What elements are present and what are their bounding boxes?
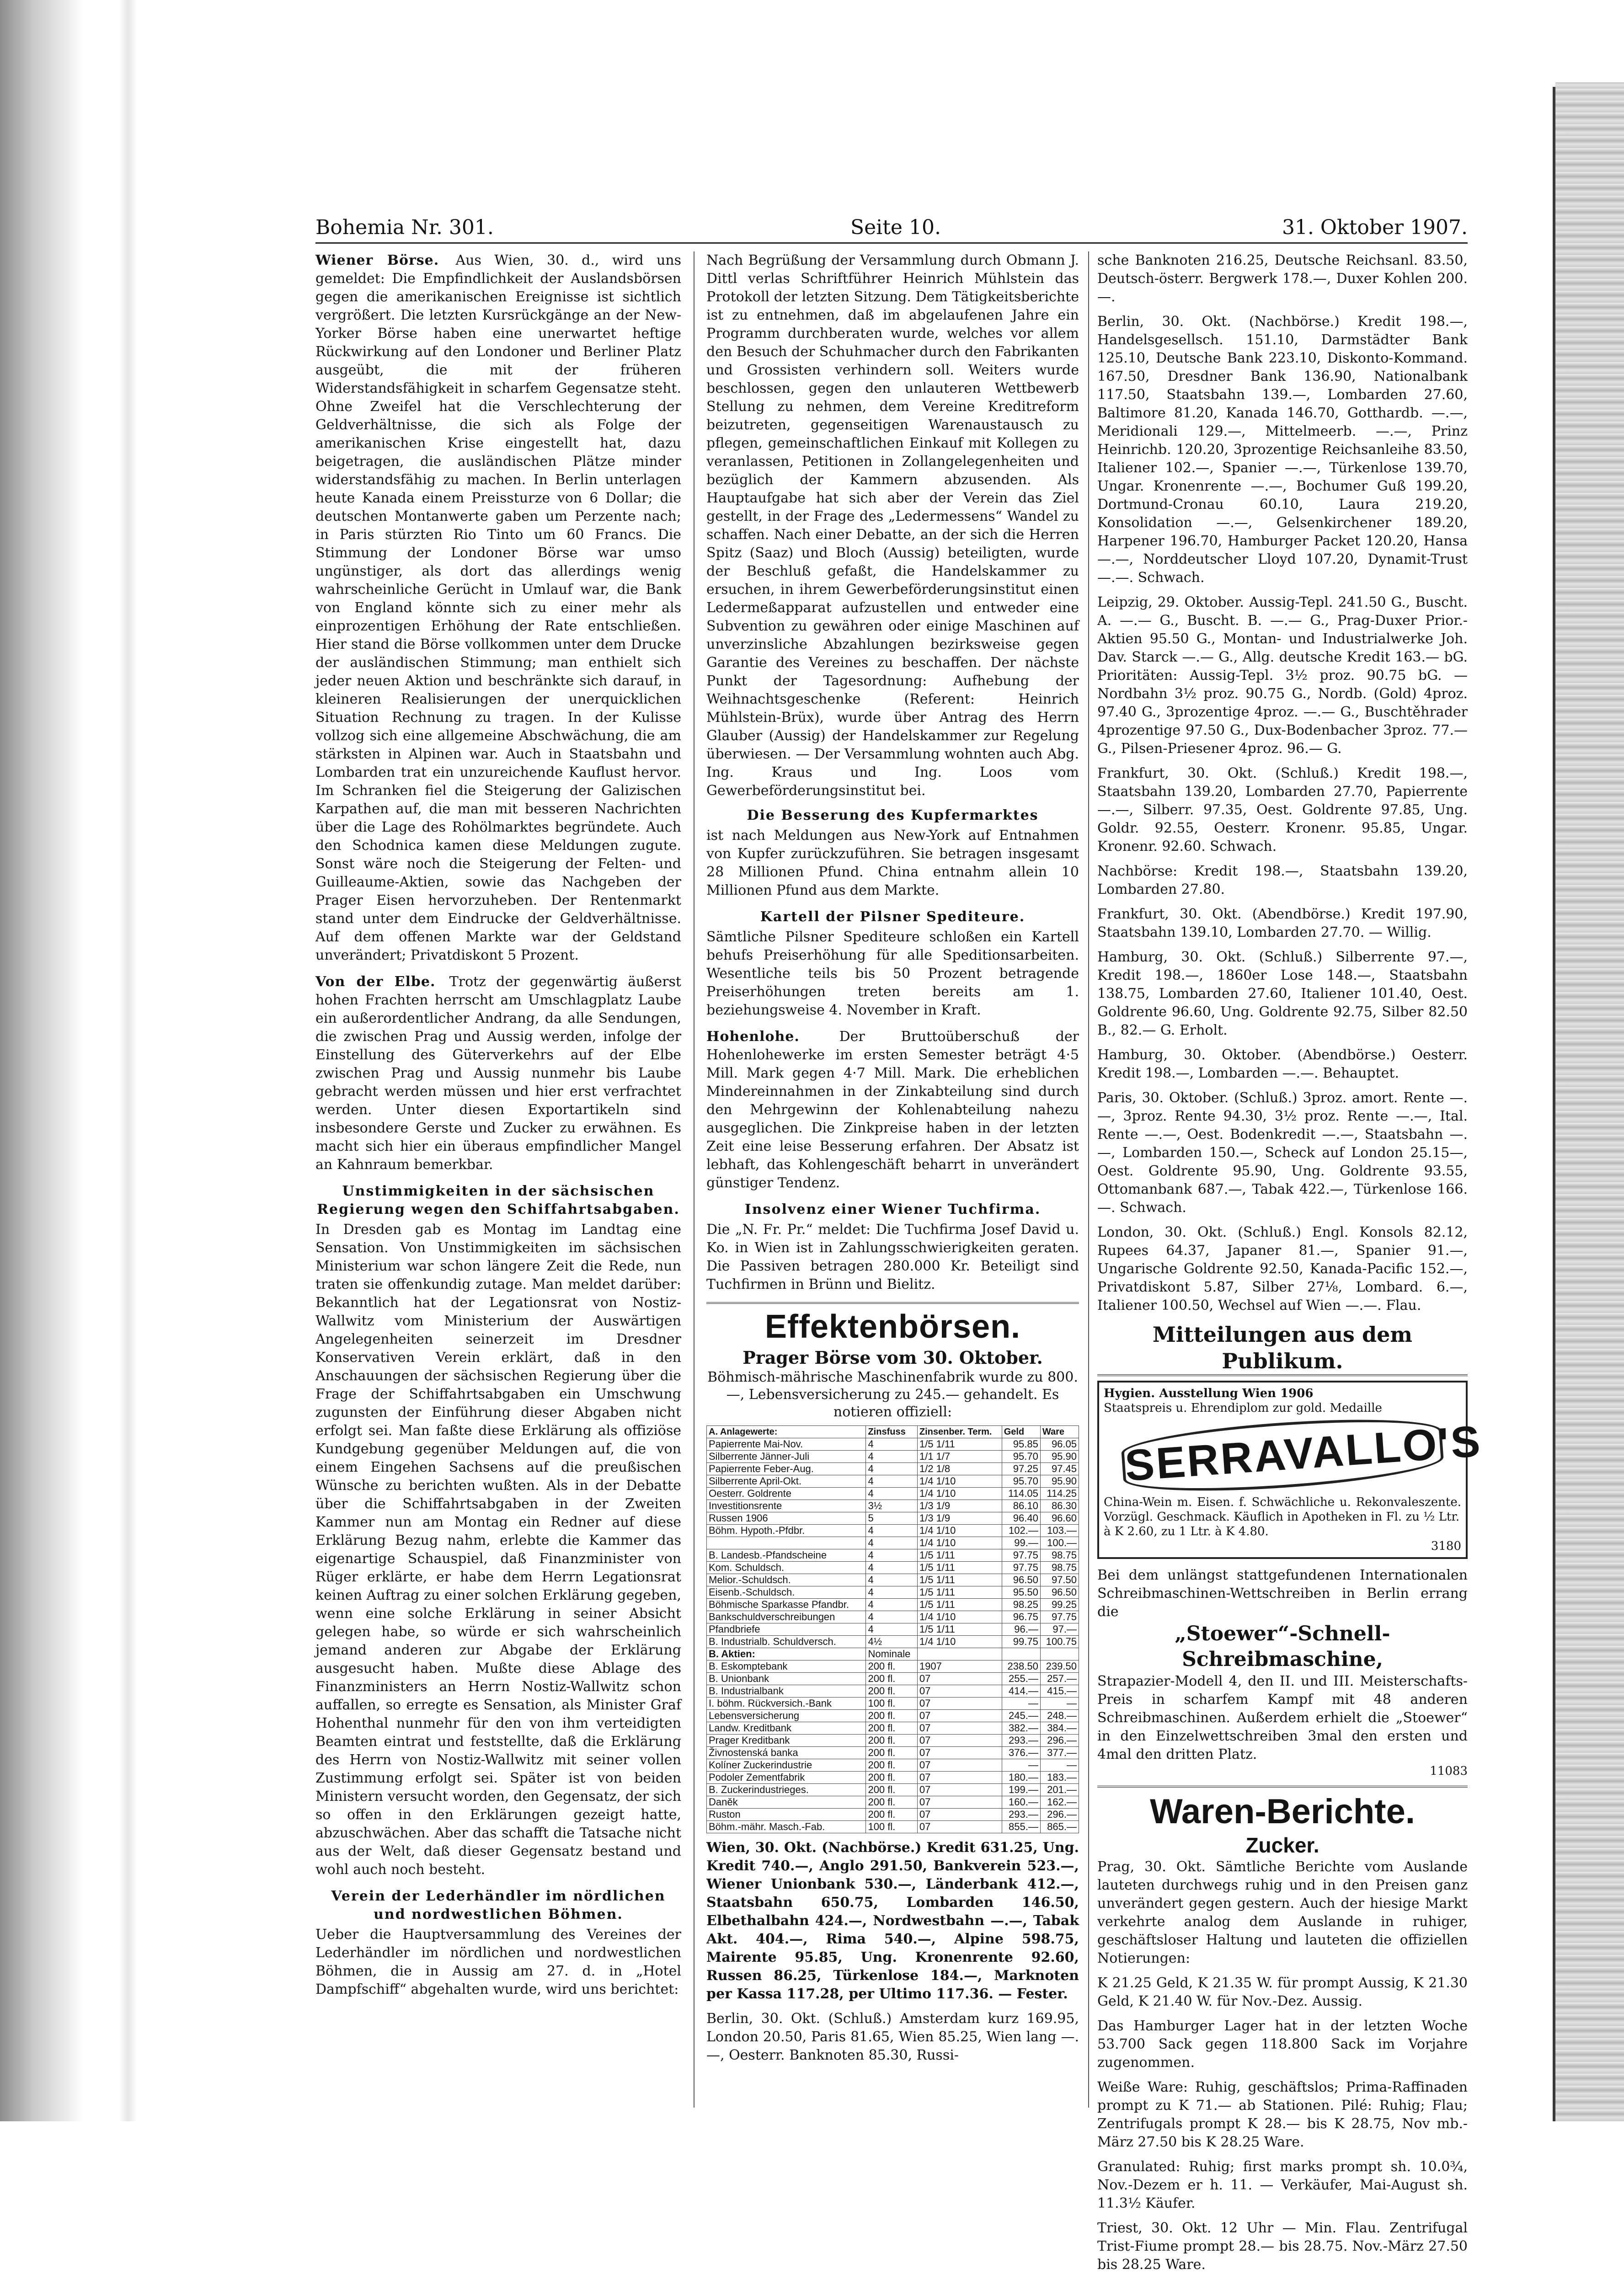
page-number: Seite 10. [850,216,941,239]
quotes-row [707,1549,1079,1562]
article-wiener-boerse [315,251,681,965]
interest-term: 07 [917,1747,1002,1759]
ask-price: 162.— [1040,1796,1079,1809]
berlin-schluss: Berlin, 30. Okt. (Schluß.) Amsterdam kurz 169.95, London 20.50, Paris 81.65, Wien 85.25, Wien lang —.—, Oesterr. Banknoten 85.30, Russi- [706,2011,1079,2063]
issue-date: 31. Oktober 1907. [1282,216,1468,239]
bid-price: — [1002,1759,1040,1772]
interest-term: 07 [917,1796,1002,1809]
rate-or-nominal: 200 fl. [866,1710,917,1722]
article-body: In Dresden gab es Montag im Landtag eine Sensation. Von Unstimmigkeiten im sächsischen Ministerium war schon längere Zeit die Rede, nun traten sie offenkundig zutage. Man meldet darüber: Bekanntlich hat der Legationsrat von Nostiz-Wallwitz vom Ministerium der Auswärtigen Angelegenheiten seinerzeit im Dresdner Konservativen Verein erklärt, daß in den Anschauungen der sächsischen Regierung über die Frage der Schiffahrtsabgaben ein Umschwung zugunsten der Einführung dieser Abgaben nicht erfolgt sei. Man faßte diese Erklärung als offiziöse Kundgebung gegenüber Meldungen auf, die von einem Eingehen Sachsens auf die preußischen Wünsche zu berichten wußten. Als in der Debatte über die Schiffahrtsabgaben in der Zweiten Kammer nun am Montag ein Redner auf diese Erklärung Bezug nahm, erlebte die Kammer das eigenartige Schauspiel, daß Finanzminister von Rüger erklärte, er habe dem Herrn Legationsrat keinen Auftrag zu einer solchen Erklärung gegeben, wenn eine solche Erklärung in seiner Absicht gelegen habe, so würde er sich wahrscheinlich jemand anderen zur Abgabe der Erklärung ausgesucht haben. Mußte diese Ablage des Finanzministers an Herrn Nostiz-Wallwitz schon auffallen, so erregte es Sensation, als Minister Graf Hohenthal nunmehr für den von ihm verteidigten Beamten eintrat und feststellte, daß die Erklärung des Herrn von Nostiz-Wallwitz mit seiner vollen Zustimmung erfolgt sei. Später ist von beiden Ministern versucht worden, den Gegensatz, der sich so offen in den Erklärungen gezeigt hatte, abzuschwächen. Aber das schafft die Tatsache nicht aus der Welt, daß dieser Gegensatz bestand und wohl auch noch besteht. [315,1222,681,1878]
bid-price: 293.— [1002,1735,1040,1747]
interest-term: 1/4 1/10 [917,1636,1002,1648]
interest-term: 1/3 1/9 [917,1500,1002,1512]
ask-price: 103.— [1040,1525,1079,1537]
rate-or-nominal: 200 fl. [866,1673,917,1685]
article-von-der-elbe [315,973,681,1174]
bid-price: 102.— [1002,1525,1040,1537]
security-name: Oesterr. Goldrente [707,1488,866,1500]
article-lederhaendler [315,1887,681,1999]
ask-price: 98.75 [1040,1549,1079,1562]
waren-paragraph: Granulated: Ruhig; first marks prompt sh. 10.0¾, Nov.-Dezem er h. 11. — Verkäufer, Mai-August sh. 11.3½ Käufer. [1097,2159,1468,2211]
security-name: B. Aktien: [707,1648,866,1660]
interest-term: 1/2 1/8 [917,1463,1002,1475]
interest-term: 1/4 1/10 [917,1488,1002,1500]
security-name: Ruston [707,1809,866,1821]
bid-price: 96.— [1002,1623,1040,1636]
serravallo-brand: SERRAVALLO'S [1120,1412,1445,1499]
bid-price: 199.— [1002,1784,1040,1796]
bid-price: 180.— [1002,1772,1040,1784]
article-body: Trotz der gegenwärtig äußerst hohen Frachten herrscht am Umschlagplatz Laube ein außerordentlicher Andrang, da alle Sendungen, die zwischen Prag und Aussig werden, infolge der Einstellung des Güterverkehrs auf der Elbe zwischen Prag und Aussig nunmehr bis Laube gebracht werden müssen und hier erst verfrachtet werden. Unter diesen Exportartikeln sind insbesondere Gerste und Zucker zu erwähnen. Es macht sich hier ein überaus empfindlicher Mangel an Kahnraum bemerkbar. [315,974,681,1173]
bid-price: 245.— [1002,1710,1040,1722]
ad-body: Strapazier-Modell 4, den II. und III. Meisterschafts-Preis in scharfem Kampf mit 48 anderen Schreibmaschinen. Außerdem erhielt die „Stoewer“ in den Einzelwettschreiben 3mal den ersten und 4mal den dritten Platz. [1097,1673,1468,1762]
ask-price: 296.— [1040,1809,1079,1821]
market-quote: Hamburg, 30. Okt. (Schluß.) Silberrente 97.—, Kredit 198.—, 1860er Lose 148.—, Staatsbahn 138.75, Lombarden 27.60, Italiener 101.40, Oest. Goldrente 96.60, Ung. Goldrente 92.75, Silber 82.50 B., 82.— G. Erholt. [1097,949,1468,1038]
interest-term: 1/4 1/10 [917,1525,1002,1537]
article-title: Die Besserung des Kupfermarktes [747,807,1039,823]
interest-term [917,1648,1002,1660]
security-name: Eisenb.-Schuldsch. [707,1586,866,1599]
interest-term: 07 [917,1821,1002,1833]
article-title: Wiener Börse. [315,252,439,268]
scan-next-page-strip [1555,82,1624,2121]
column-1 [315,251,681,2108]
ask-price: 201.— [1040,1784,1079,1796]
bid-price: 95.85 [1002,1438,1040,1451]
rate-or-nominal: 4 [866,1611,917,1623]
rate-or-nominal: 4 [866,1451,917,1463]
ask-price: 183.— [1040,1772,1079,1784]
interest-term: 1/4 1/10 [917,1537,1002,1549]
rate-or-nominal: 4 [866,1549,917,1562]
market-quote: sche Banknoten 216.25, Deutsche Reichsanl. 83.50, Deutsch-österr. Bergwerk 178.—, Duxer Kohlen 200.—. [1097,252,1468,305]
security-name [707,1537,866,1549]
rate-or-nominal: 200 fl. [866,1784,917,1796]
interest-term: 1/4 1/10 [917,1475,1002,1488]
interest-term: 1/1 1/7 [917,1451,1002,1463]
security-name: Papierrente Mai-Nov. [707,1438,866,1451]
bid-price: 160.— [1002,1796,1040,1809]
bid-price: 98.25 [1002,1599,1040,1611]
article-title: Kartell der Pilsner Spediteure. [760,909,1026,925]
ask-price: 865.— [1040,1821,1079,1833]
quotes-body [707,1438,1079,1833]
quotes-row [707,1636,1079,1648]
security-name: Böhm. Hypoth.-Pfdbr. [707,1525,866,1537]
bid-price: 95.70 [1002,1475,1040,1488]
quotes-row [707,1796,1079,1809]
rate-or-nominal: 4 [866,1525,917,1537]
prager-boerse-subtitle: Prager Börse vom 30. Oktober. [743,1347,1043,1368]
security-name: Melior.-Schuldsch. [707,1574,866,1586]
quotes-row [707,1599,1079,1611]
rate-or-nominal: 200 fl. [866,1685,917,1697]
article-kupfermarkt [706,806,1079,900]
interest-term: 1907 [917,1660,1002,1673]
quotes-row [707,1500,1079,1512]
market-quote: Berlin, 30. Okt. (Nachbörse.) Kredit 198.—, Handelsgesellsch. 151.10, Darmstädter Bank 125.10, Deutsche Bank 223.10, Diskonto-Kommand. 167.50, Dresdner Bank 136.90, Nationalbank 117.50, Staatsbahn 139.—, Lombarden 27.60, Baltimore 81.20, Kanada 146.70, Gotthardb. —.—, Meridionali 129.—, Mittelmeerb. —.—, Prinz Heinrichb. 120.20, 3prozentige Reichsanleihe 83.50, Italiener 102.—, Spanier —.—, Türkenlose 139.70, Ungar. Kronenrente —.—, Bochumer Guß 199.20, Dortmund-Cronau 60.10, Laura 219.20, Konsolidation —.—, Gelsenkirchener 189.20, Harpener 196.70, Hamburger Packet 120.20, Hansa —.—, Norddeutscher Lloyd 107.20, Dynamit-Trust —.—. Schwach. [1097,314,1468,586]
article-body: Aus Wien, 30. d., wird uns gemeldet: Die Empfindlichkeit der Auslandsbörsen gegen die amerikanischen Ereignisse ist sichtlich vergrößert. Die letzten Kursrückgänge an der New-Yorker Börse haben eine unerwartet heftige Rückwirkung auf den Londoner und Berliner Platz ausgeübt, die mit der früheren Widerstandsfähigkeit in scharfem Gegensatze steht. Ohne Zweifel hat die Verschlechterung der Geldverhältnisse, die sich als Folge der amerikanischen Krise eingestellt hat, dazu beigetragen, die ausländischen Plätze minder widerstandsfähig zu machen. In Berlin unterlagen heute Kanada einem Preissturze von 6 Dollar; die deutschen Montanwerte gaben um Perzente nach; in Paris stürzten Rio Tinto um 60 Francs. Die Stimmung der Londoner Börse war umso ungünstiger, als dort das allerdings wenig wahrscheinliche Gerücht in Umlauf war, die Bank von England könnte sich zu einer mehr als einprozentigen Erhöhung der Rate entschließen. Hier stand die Börse vollkommen unter dem Drucke der ausländischen Stimmung; man enthielt sich jeder neuen Aktion und beschränkte sich darauf, in kleineren Realisierungen der unerquicklichen Situation Rechnung zu tragen. In der Kulisse vollzog sich eine allgemeine Abschwächung, die am stärksten in Alpinen war. Auch in Staatsbahn und Lombarden trat ein unzureichende Kauflust hervor. Im Schranken fiel die Steigerung der Galizischen Karpathen auf, die man mit besseren Nachrichten über die Lage des Rohölmarktes begründete. Auch den Schodnica kamen diese Meldungen zugute. Sonst wäre noch die Steigerung der Felten- und Guilleaume-Aktien, sowie das Nachgeben der Prager Eisen hervorzuheben. Der Rentenmarkt stand unter dem Eindrucke der Geldverhältnisse. Auf dem offenen Markte war der Geldstand unverändert; Privatdiskont 5 Prozent. [315,252,681,963]
market-quote: Paris, 30. Oktober. (Schluß.) 3proz. amort. Rente —.—, 3proz. Rente 94.30, 3½ proz. Rente —.—, Ital. Rente —.—, Oest. Bodenkredit —.—, Staatsbahn —.—, Lombarden 150.—, Scheck auf London 25.15—, Oest. Goldrente 95.90, Ung. Goldrente 93.55, Ottomanbank 687.—, Tabak 422.—, Türkenlose 166.—. Schwach. [1097,1090,1468,1216]
ask-price: 96.60 [1040,1512,1079,1525]
security-name: Lebensversicherung [707,1710,866,1722]
interest-term: 07 [917,1697,1002,1710]
security-name: B. Zuckerindustrieges. [707,1784,866,1796]
quotes-row [707,1475,1079,1488]
security-name: Podoler Zementfabrik [707,1772,866,1784]
bid-price: — [1002,1697,1040,1710]
bid-price: 97.75 [1002,1549,1040,1562]
quotes-header-cell: Zinsenber. Term. [917,1426,1002,1438]
interest-term: 1/5 1/11 [917,1438,1002,1451]
rate-or-nominal: 4 [866,1475,917,1488]
quotes-table [706,1425,1079,1833]
quotes-header-cell: A. Anlagewerte: [707,1426,866,1438]
column-3 [1097,251,1484,2273]
waren-paragraph: Triest, 30. Okt. 12 Uhr — Min. Flau. Zentrifugal Trist-Fiume prompt 28.— bis 28.75. Nov.-März 27.50 bis 28.25 Ware. [1097,2220,1468,2273]
waren-berichte-title: Waren-Berichte. [1097,1786,1468,1832]
rate-or-nominal: 200 fl. [866,1759,917,1772]
quotes-row [707,1784,1079,1796]
ask-price: 415.— [1040,1685,1079,1697]
article-body: Ueber die Hauptversammlung des Vereines der Lederhändler im nördlichen und nordwestlichen Böhmen, die in Aussig am 27. d. in „Hotel Dampfschiff“ abgehalten wurde, wird uns berichtet: [315,1927,681,1997]
security-name: B. Unionbank [707,1673,866,1685]
rate-or-nominal: 4½ [866,1636,917,1648]
security-name: Papierrente Feber-Aug. [707,1463,866,1475]
rate-or-nominal: 4 [866,1438,917,1451]
article-body: ist nach Meldungen aus New-York auf Entnahmen von Kupfer zurückzuführen. Sie betragen insgesamt 28 Millionen Pfund. China entnahm allein 10 Millionen Pfund aus dem Markte. [706,827,1079,898]
waren-paragraph: Weiße Ware: Ruhig, geschäftslos; Prima-Raffinaden prompt zu K 71.— ab Stationen. Pilé: Ruhig; Flau; Zentrifugals prompt K 28.— bis K 28.75, Nov mb.-März 27.50 bis K 28.25 Ware. [1097,2079,1468,2150]
quotes-row [707,1438,1079,1451]
security-name: Böhm.-mähr. Masch.-Fab. [707,1821,866,1833]
security-name: Živnostenská banka [707,1747,866,1759]
market-quote: Nachbörse: Kredit 198.—, Staatsbahn 139.20, Lombarden 27.80. [1097,863,1468,897]
ask-price: 86.30 [1040,1500,1079,1512]
article-pilsner-spediteure [706,908,1079,1020]
ask-price: 100.75 [1040,1636,1079,1648]
market-quote: Leipzig, 29. Oktober. Aussig-Tepl. 241.50 G., Buscht. A. —.— G., Buscht. B. —.— G., Prag-Duxer Prior.-Aktien 95.50 G., Montan- und Industrialwerke Joh. Dav. Starck —.— G., Allg. deutsche Kredit 163.— bG. Prioritäten: Aussig-Tepl. 3½ proz. 90.75 bG. — Nordbahn 3½ proz. 90.75 G., Nordb. (Gold) 4proz. 97.40 G., 3prozentige 4proz. —.— G., Buschtěhrader 4prozentige 97.50 G., Dux-Bodenbacher 3proz. 77.— G., Pilsen-Priesener 4proz. 96.— G. [1097,594,1468,757]
ask-price: 97.45 [1040,1463,1079,1475]
ask-price [1040,1648,1079,1660]
quotes-row [707,1722,1079,1735]
article-insolvenz [706,1201,1079,1294]
interest-term: 1/5 1/11 [917,1599,1002,1611]
bid-price: 96.50 [1002,1574,1040,1586]
interest-term: 07 [917,1673,1002,1685]
article-title: Von der Elbe. [315,974,436,990]
ad-number: 11083 [1430,1764,1468,1778]
quotes-row [707,1512,1079,1525]
quotes-row [707,1697,1079,1710]
market-quote: Frankfurt, 30. Okt. (Abendbörse.) Kredit 197.90, Staatsbahn 139.10, Lombarden 27.70. — Willig. [1097,906,1468,940]
quotes-row [707,1809,1079,1821]
security-name: Daněk [707,1796,866,1809]
quotes-row [707,1821,1079,1833]
quotes-row [707,1611,1079,1623]
article-title: Verein der Lederhändler im nördlichen und nordwestlichen Böhmen. [331,1888,666,1922]
rate-or-nominal: 4 [866,1562,917,1574]
interest-term: 07 [917,1722,1002,1735]
ad-number: 3180 [1431,1539,1461,1553]
column-rule [1088,251,1089,2108]
rate-or-nominal: 5 [866,1512,917,1525]
quotes-row [707,1586,1079,1599]
ask-price: 248.— [1040,1710,1079,1722]
bid-price: 293.— [1002,1809,1040,1821]
interest-term: 07 [917,1685,1002,1697]
ask-price: 114.25 [1040,1488,1079,1500]
security-name: Silberrente Jänner-Juli [707,1451,866,1463]
bid-price: 382.— [1002,1722,1040,1735]
market-quote: Hamburg, 30. Oktober. (Abendbörse.) Oesterr. Kredit 198.—, Lombarden —.—. Behauptet. [1097,1047,1468,1081]
rate-or-nominal: 200 fl. [866,1809,917,1821]
security-name: Pfandbriefe [707,1623,866,1636]
article-body: Sämtliche Pilsner Spediteure schloßen ein Kartell behufs Preiserhöhung für alle Speditionsarbeiten. Wesentliche teils bis 50 Prozent betragende Preiserhöhungen treten bereits am 1. beziehungsweise 4. November in Kraft. [706,929,1079,1018]
security-name: B. Landesb.-Pfandscheine [707,1549,866,1562]
rate-or-nominal: 4 [866,1537,917,1549]
effektenboersen-title: Effektenbörsen. [706,1302,1079,1347]
ask-price: 239.50 [1040,1660,1079,1673]
bid-price: 414.— [1002,1685,1040,1697]
zucker-subtitle: Zucker. [1245,1833,1320,1857]
market-quote: London, 30. Okt. (Schluß.) Engl. Konsols 82.12, Rupees 64.37, Japaner 81.—, Spanier 91.—, Ungarische Goldrente 92.50, Kanada-Pacific 152.—, Privatdiskont 5.87, Silber 27⅛, Lombard. 6.—, Italiener 100.50, Wechsel auf Wien —.—. Flau. [1097,1224,1468,1313]
security-name: B. Industrialbank [707,1685,866,1697]
interest-term: 1/5 1/11 [917,1586,1002,1599]
ask-price: 296.— [1040,1735,1079,1747]
ad-line: à K 2.60, zu 1 Ltr. à K 4.80. [1104,1525,1269,1538]
bid-price: 99.75 [1002,1636,1040,1648]
waren-paragraph: Prag, 30. Okt. Sämtliche Berichte vom Auslande lauteten durchwegs ruhig und in den Preisen ganz unverändert gegen gestern. Auch der hiesige Markt verkehrte analog dem Auslande in ruhiger, geschäftsloser Haltung und lauteten die offiziellen Notierungen: [1097,1859,1468,1966]
interest-term: 1/5 1/11 [917,1549,1002,1562]
ask-price: 95.90 [1040,1475,1079,1488]
security-name: Kolíner Zuckerindustrie [707,1759,866,1772]
rate-or-nominal: 200 fl. [866,1660,917,1673]
ask-price: — [1040,1697,1079,1710]
bid-price: 97.25 [1002,1463,1040,1475]
ask-price: 257.— [1040,1673,1079,1685]
quotes-row [707,1685,1079,1697]
quotes-row [707,1451,1079,1463]
ask-price: 96.05 [1040,1438,1079,1451]
security-name: Böhmische Sparkasse Pfandbr. [707,1599,866,1611]
publikum-header: Mitteilungen aus dem Publikum. [1097,1321,1468,1376]
quotes-header-cell: Zinsfuss [866,1426,917,1438]
ask-price: 98.75 [1040,1562,1079,1574]
ask-price: — [1040,1759,1079,1772]
rate-or-nominal: 100 fl. [866,1697,917,1710]
quotes-row [707,1562,1079,1574]
security-name: B. Eskomptebank [707,1660,866,1673]
security-name: I. böhm. Rückversich.-Bank [707,1697,866,1710]
quotes-row [707,1660,1079,1673]
quotes-row [707,1735,1079,1747]
bid-price: 95.70 [1002,1451,1040,1463]
bid-price: 238.50 [1002,1660,1040,1673]
ask-price: 384.— [1040,1722,1079,1735]
interest-term: 07 [917,1784,1002,1796]
interest-term: 1/5 1/11 [917,1562,1002,1574]
ad-intro: Bei dem unlängst stattgefundenen Internationalen Schreibmaschinen-Wettschreiben in Berlin errang die [1097,1567,1468,1620]
ask-price: 377.— [1040,1747,1079,1759]
quotes-row [707,1463,1079,1475]
ask-price: 97.50 [1040,1574,1079,1586]
bid-price: 99.— [1002,1537,1040,1549]
scan-page-fold [119,0,137,2121]
interest-term: 1/4 1/10 [917,1611,1002,1623]
rate-or-nominal: 4 [866,1599,917,1611]
bid-price: 96.75 [1002,1611,1040,1623]
column-2 [706,251,1079,2108]
quotes-row [707,1747,1079,1759]
interest-term: 07 [917,1710,1002,1722]
quotes-header-cell: Ware [1040,1426,1079,1438]
running-head [315,215,1468,244]
rate-or-nominal: Nominale [866,1648,917,1660]
ad-line: Hygien. Ausstellung Wien 1906 [1104,1387,1314,1400]
waren-paragraph: K 21.25 Geld, K 21.35 W. für prompt Aussig, K 21.30 Geld, K 21.40 W. für Nov.-Dez. Aussig. [1097,1975,1468,2009]
article-title: Hohenlohe. [706,1029,800,1045]
prager-boerse-intro: Böhmisch-mährische Maschinenfabrik wurde zu 800.—, Lebensversicherung zu 245.— gehandelt. Es notieren offiziell: [707,1369,1078,1420]
article-title: Insolvenz einer Wiener Tuchfirma. [744,1201,1041,1217]
quotes-row [707,1537,1079,1549]
quotes-row [707,1648,1079,1660]
bid-price: 95.50 [1002,1586,1040,1599]
stoewer-advertisement [1097,1566,1468,1778]
ad-line: Staatspreis u. Ehrendiplom zur gold. Medaille [1104,1401,1382,1415]
security-name: B. Industrialb. Schuldversch. [707,1636,866,1648]
rate-or-nominal: 200 fl. [866,1722,917,1735]
article-title: Unstimmigkeiten in der sächsischen Regierung wegen den Schiffahrtsabgaben. [317,1183,680,1217]
ask-price: 100.— [1040,1537,1079,1549]
rate-or-nominal: 200 fl. [866,1772,917,1784]
quotes-row [707,1772,1079,1784]
article-body: Der Bruttoüberschuß der Hohenlohewerke im ersten Semester beträgt 4·5 Mill. Mark gegen 4·7 Mill. Mark. Die erheblichen Mindereinnahmen in der Zinkabteilung sind durch den Mehrgewinn der Kohlenabteilung nahezu ausgeglichen. Die Zinkpreise haben in der letzten Zeit eine leise Besserung erfahren. Der Absatz ist lebhaft, das Kohlengeschäft beharrt in unverändert günstiger Tendenz. [706,1029,1079,1191]
stoewer-brand: „Stoewer“-Schnell-Schreibmaschine, [1175,1622,1390,1671]
market-quote: Frankfurt, 30. Okt. (Schluß.) Kredit 198.—, Staatsbahn 139.20, Lombarden 27.70, Papierrente —.—, Silberr. 97.35, Oest. Goldrente 97.85, Ung. Goldr. 92.55, Oesterr. Kronenr. 95.85, Ungar. Kronenr. 92.60. Schwach. [1097,765,1468,854]
security-name: Kom. Schuldsch. [707,1562,866,1574]
bid-price: 855.— [1002,1821,1040,1833]
bid-price: 97.75 [1002,1562,1040,1574]
quotes-row [707,1525,1079,1537]
ask-price: 99.25 [1040,1599,1079,1611]
ask-price: 97.75 [1040,1611,1079,1623]
rate-or-nominal: 4 [866,1586,917,1599]
rate-or-nominal: 200 fl. [866,1747,917,1759]
masthead-issue: Bohemia Nr. 301. [315,216,494,239]
bid-price: 86.10 [1002,1500,1040,1512]
quotes-header-row [707,1426,1079,1438]
security-name: Silberrente April-Okt. [707,1475,866,1488]
rate-or-nominal: 4 [866,1488,917,1500]
rate-or-nominal: 4 [866,1623,917,1636]
rate-or-nominal: 200 fl. [866,1735,917,1747]
interest-term: 07 [917,1809,1002,1821]
quotes-row [707,1623,1079,1636]
ask-price: 97.— [1040,1623,1079,1636]
bid-price: 376.— [1002,1747,1040,1759]
security-name: Investitionsrente [707,1500,866,1512]
rate-or-nominal: 4 [866,1463,917,1475]
security-name: Bankschuldverschreibungen [707,1611,866,1623]
article-body: Die „N. Fr. Pr.“ meldet: Die Tuchfirma Josef David u. Ko. in Wien ist in Zahlungsschwierigkeiten geraten. Die Passiven betragen 280.000 Kr. Beteiligt sind Tuchfirmen in Brünn und Bielitz. [706,1222,1079,1292]
bid-price: 114.05 [1002,1488,1040,1500]
article-body: Nach Begrüßung der Versammlung durch Obmann J. Dittl verlas Schriftführer Heinrich Mühlstein das Protokoll der letzten Sitzung. Dem Tätigkeitsberichte ist zu entnehmen, daß im abgelaufenen Jahre ein Programm durchberaten wurde, welches vor allem den Besuch der Schuhmacher durch den Fabrikanten und Grossisten verhindern soll. Weiters wurde beschlossen, gegen den unlauteren Wettbewerb Stellung zu nehmen, dem Vereine Kreditreform beizutreten, gegenseitigen Warenaustausch zu pflegen, gemeinschaftlichen Einkauf mit Kollegen zu veranlassen, Petitionen in Zollangelegenheiten und bezüglich der Kammern abzusenden. Als Hauptaufgabe hat sich aber der Verein das Ziel gestellt, in der Frage des „Ledermessens“ Wandel zu schaffen. Nach einer Debatte, an der sich die Herren Spitz (Saaz) und Bloch (Aussig) beteiligten, wurde der Beschluß gefaßt, die Handelskammer zu ersuchen, in ihrem Gewerbeförderungsinstitut einen Ledermeßapparat aufzustellen und entweder eine Subvention zu gewähren oder einige Maschinen auf unverzinsliche Abzahlungen bezirksweise gegen Garantie des Vereines zu beschaffen. Der nächste Punkt der Tagesordnung: Aufhebung der Weihnachtsgeschenke (Referent: Heinrich Mühlstein-Brüx), wurde über Antrag des Herrn Glauber (Aussig) der Handelskammer zur Regelung überwiesen. — Der Versammlung wohnten auch Abg. Ing. Kraus und Ing. Loos vom Gewerbeförderungsinstitut bei. [706,252,1079,799]
bid-price [1002,1648,1040,1660]
quotes-row [707,1673,1079,1685]
bid-price: 255.— [1002,1673,1040,1685]
quotes-row [707,1574,1079,1586]
interest-term: 1/3 1/9 [917,1512,1002,1525]
security-name: Prager Kreditbank [707,1735,866,1747]
article-hohenlohe [706,1028,1079,1192]
scan-shadow-left [0,0,82,2121]
interest-term: 07 [917,1759,1002,1772]
waren-paragraph: Das Hamburger Lager hat in der letzten Woche 53.700 Sack gegen 118.800 Sack im Vorjahre zugenommen. [1097,2018,1468,2071]
quotes-row [707,1488,1079,1500]
rate-or-nominal: 100 fl. [866,1821,917,1833]
security-name: Russen 1906 [707,1512,866,1525]
interest-term: 07 [917,1735,1002,1747]
ask-price: 96.50 [1040,1586,1079,1599]
quotes-header-cell: Geld [1002,1426,1040,1438]
article-unstimmigkeiten [315,1182,681,1879]
interest-term: 1/5 1/11 [917,1574,1002,1586]
rate-or-nominal: 3½ [866,1500,917,1512]
bid-price: 96.40 [1002,1512,1040,1525]
quotes-row [707,1710,1079,1722]
ad-line: China-Wein m. Eisen. f. Schwächliche u. Rekonvaleszente. Vorzügl. Geschmack. Käuflich in Apotheken in Fl. zu ½ Ltr. [1104,1495,1461,1524]
rate-or-nominal: 200 fl. [866,1796,917,1809]
newspaper-page [315,215,1484,2273]
interest-term: 07 [917,1772,1002,1784]
security-name: Landw. Kreditbank [707,1722,866,1735]
wien-nachboerse: Wien, 30. Okt. (Nachbörse.) Kredit 631.25, Ung. Kredit 740.—, Anglo 291.50, Bankverein 523.—, Wiener Unionbank 530.—, Länderbank 412.—, Staatsbahn 650.75, Lombarden 146.50, Elbethalbahn 424.—, Nordwestbahn —.—, Tabak Akt. 404.—, Rima 540.—, Alpine 598.75, Mairente 95.85, Ung. Kronenrente 92.60, Russen 86.25, Türkenlose 184.—, Marknoten per Kassa 117.28, per Ultimo 117.36. — Fester. [706,1840,1079,2002]
ask-price: 95.90 [1040,1451,1079,1463]
interest-term: 1/5 1/11 [917,1623,1002,1636]
rate-or-nominal: 4 [866,1574,917,1586]
serravallo-advertisement [1097,1381,1484,1559]
quotes-row [707,1759,1079,1772]
